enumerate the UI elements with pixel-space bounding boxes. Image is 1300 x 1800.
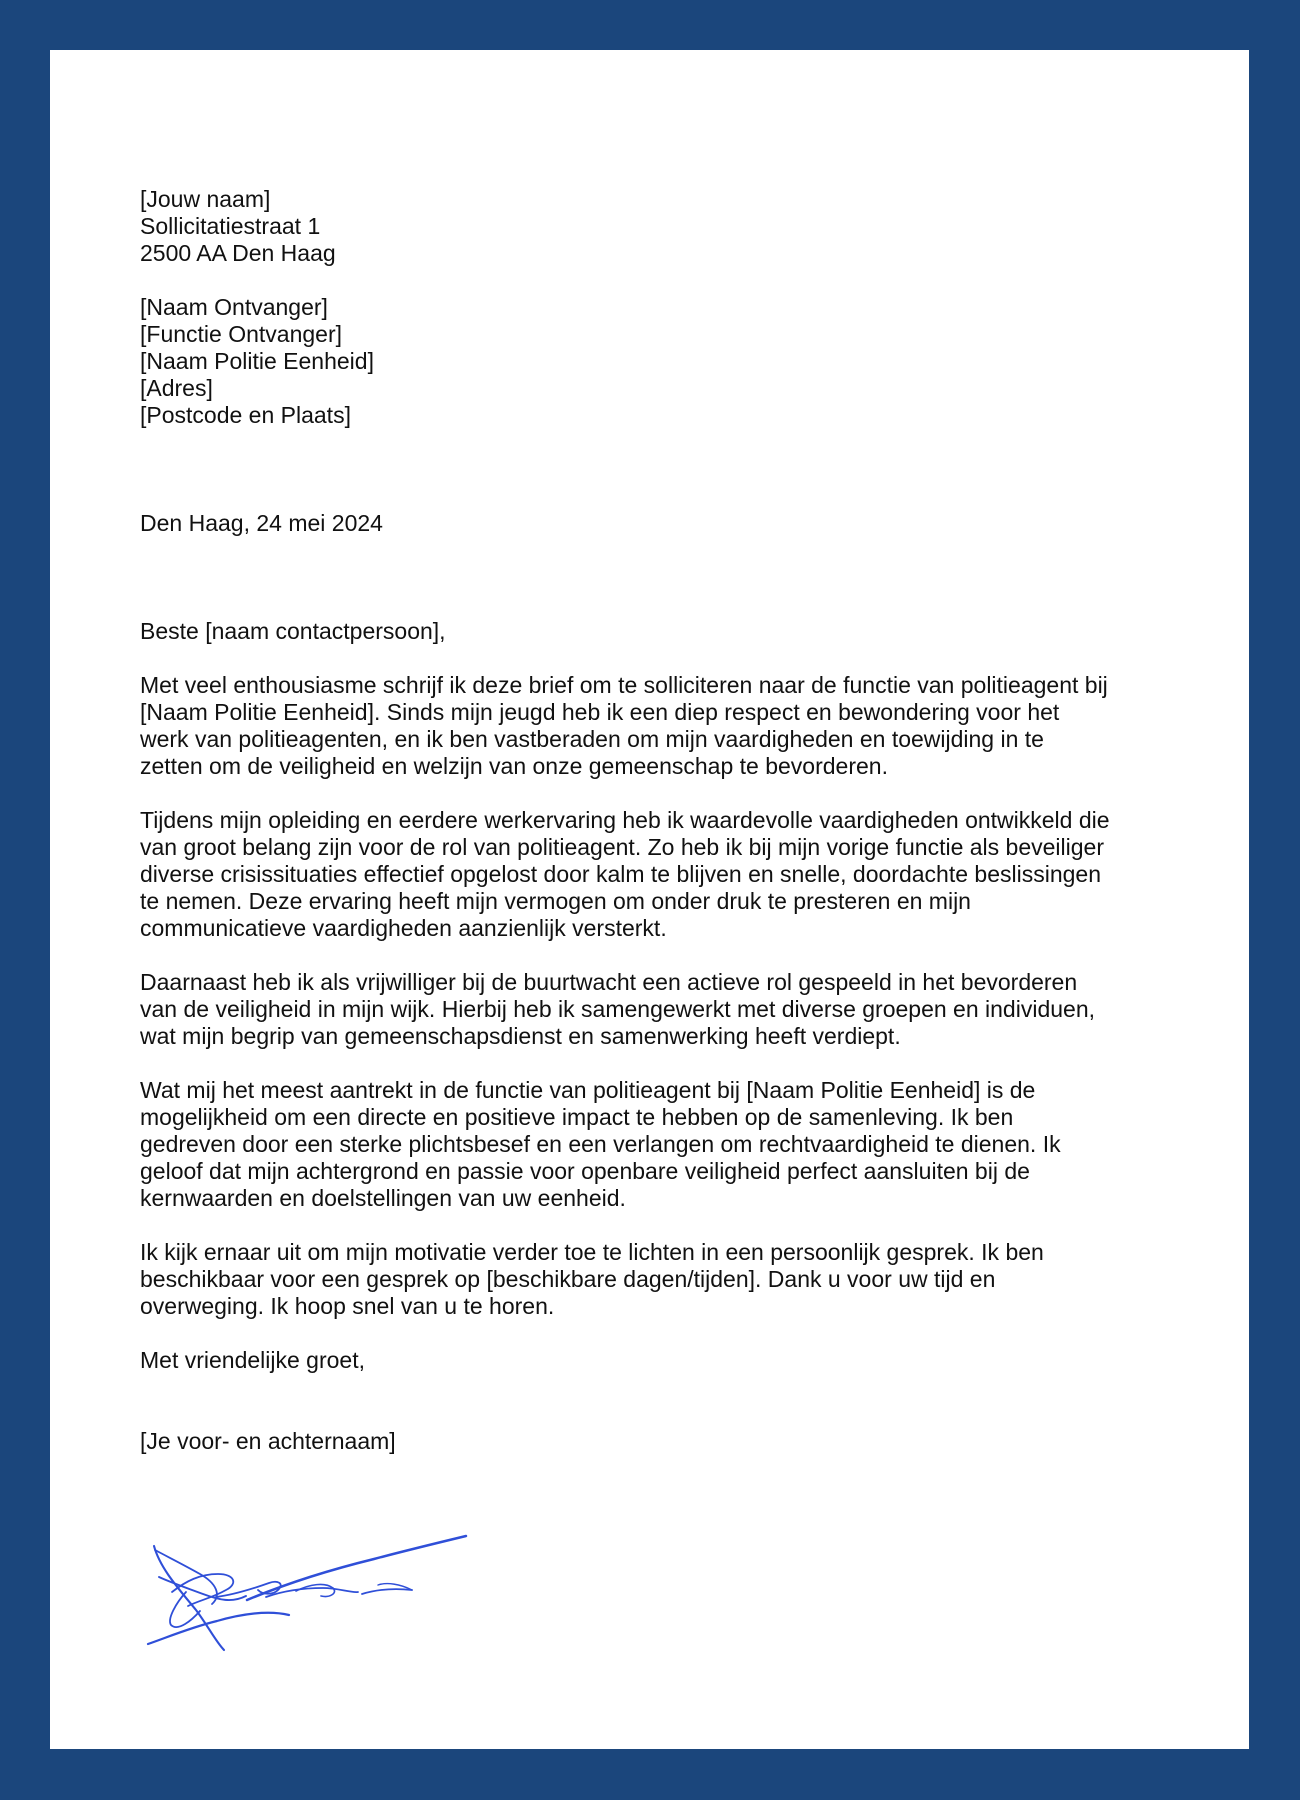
recipient-function: [Functie Ontvanger] xyxy=(140,321,342,347)
letter-page xyxy=(50,50,1249,1749)
paragraph-line: van de veiligheid in mijn wijk. Hierbij heb ik samengewerkt met diverse groepen en individuen, xyxy=(140,996,1095,1022)
paragraph-4 xyxy=(140,1077,1200,1212)
handwritten-signature xyxy=(140,1518,470,1678)
paragraph-line: overweging. Ik hoop snel van u te horen. xyxy=(140,1293,555,1319)
letter-date xyxy=(140,510,1200,537)
signer xyxy=(140,1428,1200,1455)
paragraph-line: diverse crisissituaties effectief opgelost door kalm te blijven en snelle, doordachte beslissingen xyxy=(140,861,1101,887)
paragraph-line: wat mijn begrip van gemeenschapsdienst en samenwerking heeft verdiept. xyxy=(140,1023,901,1049)
paragraph-line: communicatieve vaardigheden aanzienlijk versterkt. xyxy=(140,915,667,941)
paragraph-5 xyxy=(140,1239,1200,1320)
sender-address xyxy=(140,186,1200,267)
recipient-street: [Adres] xyxy=(140,375,213,401)
closing-text: Met vriendelijke groet, xyxy=(140,1347,365,1373)
paragraph-line: Ik kijk ernaar uit om mijn motivatie verder toe te lichten in een persoonlijk gesprek. Ik ben xyxy=(140,1239,1044,1265)
recipient-organization: [Naam Politie Eenheid] xyxy=(140,348,374,374)
paragraph-3 xyxy=(140,969,1200,1050)
recipient-address xyxy=(140,294,1200,429)
paragraph-1 xyxy=(140,672,1200,780)
paragraph-line: te nemen. Deze ervaring heeft mijn vermogen om onder druk te presteren en mijn xyxy=(140,888,971,914)
paragraph-line: kernwaarden en doelstellingen van uw eenheid. xyxy=(140,1185,626,1211)
salutation xyxy=(140,618,1200,645)
recipient-city: [Postcode en Plaats] xyxy=(140,402,351,428)
paragraph-line: Tijdens mijn opleiding en eerdere werkervaring heb ik waardevolle vaardigheden ontwikkeld die xyxy=(140,807,1110,833)
paragraph-2 xyxy=(140,807,1200,942)
sender-name: [Jouw naam] xyxy=(140,186,271,212)
paragraph-line: Met veel enthousiasme schrijf ik deze brief om te solliciteren naar de functie van politieagent bij xyxy=(140,672,1108,698)
paragraph-line: zetten om de veiligheid en welzijn van onze gemeenschap te bevorderen. xyxy=(140,753,888,779)
letter-body xyxy=(140,186,1200,1455)
paragraph-line: gedreven door een sterke plichtsbesef en een verlangen om rechtvaardigheid te dienen. Ik xyxy=(140,1131,1061,1157)
paragraph-line: Wat mij het meest aantrekt in de functie van politieagent bij [Naam Politie Eenheid] is de xyxy=(140,1077,1036,1103)
paragraph-line: [Naam Politie Eenheid]. Sinds mijn jeugd heb ik een diep respect en bewondering voor het xyxy=(140,699,1060,725)
sender-street: Sollicitatiestraat 1 xyxy=(140,213,321,239)
paragraph-line: van groot belang zijn voor de rol van politieagent. Zo heb ik bij mijn vorige functie als beveiliger xyxy=(140,834,1104,860)
paragraph-line: beschikbaar voor een gesprek op [beschikbare dagen/tijden]. Dank u voor uw tijd en xyxy=(140,1266,996,1292)
date-text: Den Haag, 24 mei 2024 xyxy=(140,510,383,536)
paragraph-line: werk van politieagenten, en ik ben vastberaden om mijn vaardigheden en toewijding in te xyxy=(140,726,1044,752)
recipient-name: [Naam Ontvanger] xyxy=(140,294,328,320)
salutation-text: Beste [naam contactpersoon], xyxy=(140,618,446,644)
paragraph-line: mogelijkheid om een directe en positieve impact te hebben op de samenleving. Ik ben xyxy=(140,1104,1014,1130)
paragraph-line: Daarnaast heb ik als vrijwilliger bij de buurtwacht een actieve rol gespeeld in het bevorderen xyxy=(140,969,1078,995)
paragraph-line: geloof dat mijn achtergrond en passie voor openbare veiligheid perfect aansluiten bij de xyxy=(140,1158,1030,1184)
sender-city: 2500 AA Den Haag xyxy=(140,240,336,266)
closing xyxy=(140,1347,1200,1374)
signer-name: [Je voor- en achternaam] xyxy=(140,1428,396,1454)
